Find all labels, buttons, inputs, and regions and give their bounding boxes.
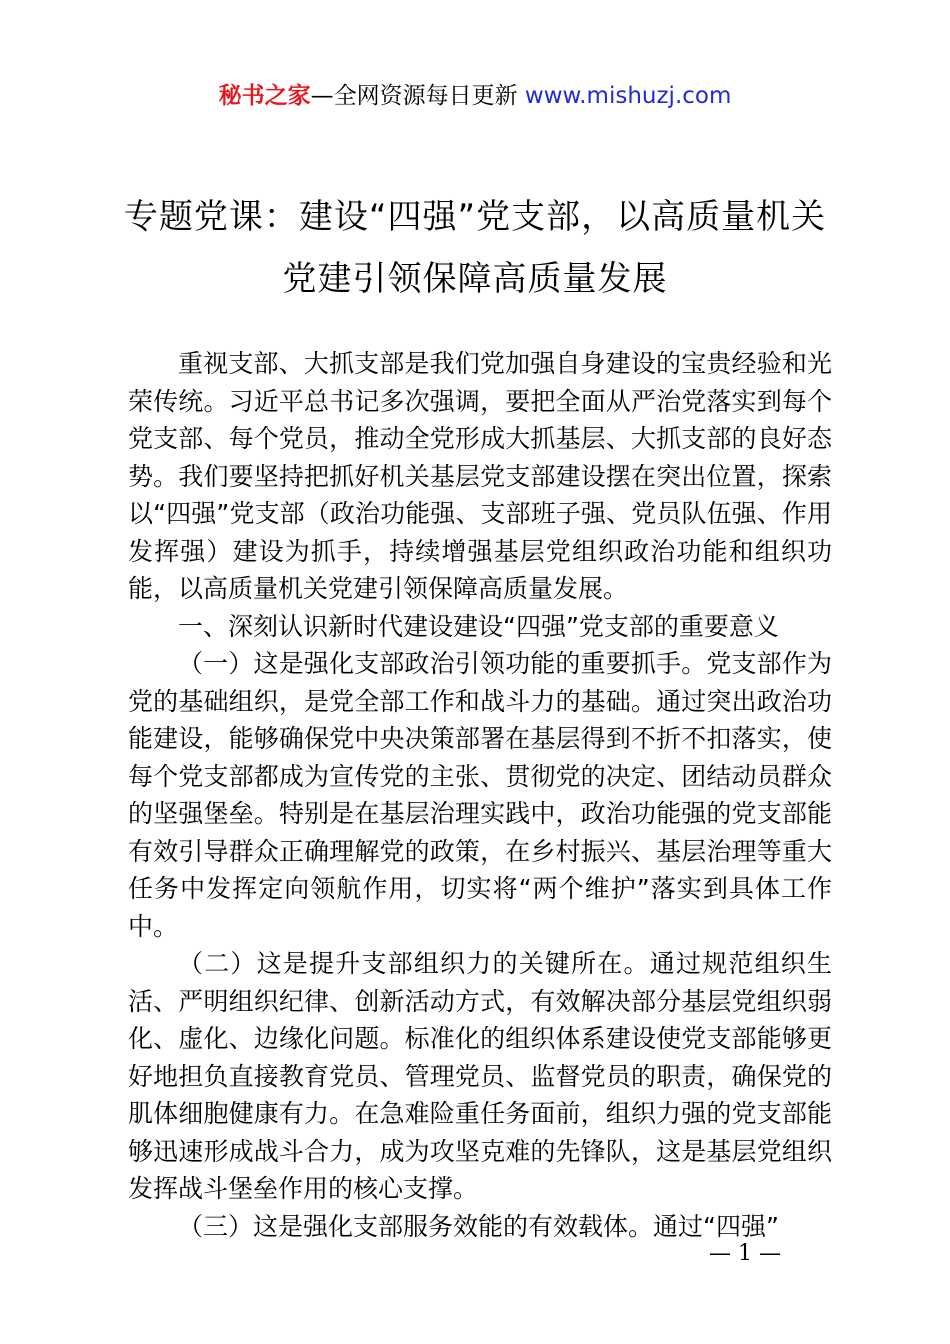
header-slogan: —全网资源每日更新 xyxy=(310,83,518,109)
paragraph-point-3: （三）这是强化支部服务效能的有效载体。通过“四强” xyxy=(178,1211,779,1241)
brand-name: 秘书之家 xyxy=(218,83,311,109)
page-number: — 1 — xyxy=(709,1241,781,1266)
document-title: 专题党课：建设“四强”党支部，以高质量机关党建引领保障高质量发展 xyxy=(123,197,827,299)
paragraph-intro: 重视支部、大抓支部是我们党加强自身建设的宝贵经验和光荣传统。习近平总书记多次强调，要把全面从严治党落实到每个党支部、每个党员，推动全党形成大抓基层、大抓支部的良好态势。我们要坚持把抓好机关基层党支部建设摆在突出位置，探索以“四强”党支部（政治功能强、支部班子强、党员队伍强、作用发挥强）建设为抓手，持续增强基层党组织政治功能和组织功能，以高质量机关党建引领保障高质量发展。 xyxy=(128,349,832,603)
paragraph-point-2: （二）这是提升支部组织力的关键所在。通过规范组织生活、严明组织纪律、创新活动方式，有效解决部分基层党组织弱化、虚化、边缘化问题。标准化的组织体系建设使党支部能够更好地担负直接教育党员、管理党员、监督党员的职责，确保党的肌体细胞健康有力。在急难险重任务面前，组织力强的党支部能够迅速形成战斗合力，成为攻坚克难的先锋队，这是基层党组织发挥战斗堡垒作用的核心支撑。 xyxy=(128,949,832,1203)
paragraph-point-1: （一）这是强化支部政治引领功能的重要抓手。党支部作为党的基础组织，是党全部工作和战斗力的基础。通过突出政治功能建设，能够确保党中央决策部署在基层得到不折不扣落实，使每个党支部都成为宣传党的主张、贯彻党的决定、团结动员群众的坚强堡垒。特别是在基层治理实践中，政治功能强的党支部能有效引导群众正确理解党的政策，在乡村振兴、基层治理等重大任务中发挥定向领航作用，切实将“两个维护”落实到具体工作中。 xyxy=(128,649,832,941)
site-url: www.mishuzj.com xyxy=(517,83,732,109)
site-header xyxy=(0,80,950,112)
document-body xyxy=(128,345,832,1245)
section-heading-1: 一、深刻认识新时代建设建设“四强”党支部的重要意义 xyxy=(178,611,779,641)
